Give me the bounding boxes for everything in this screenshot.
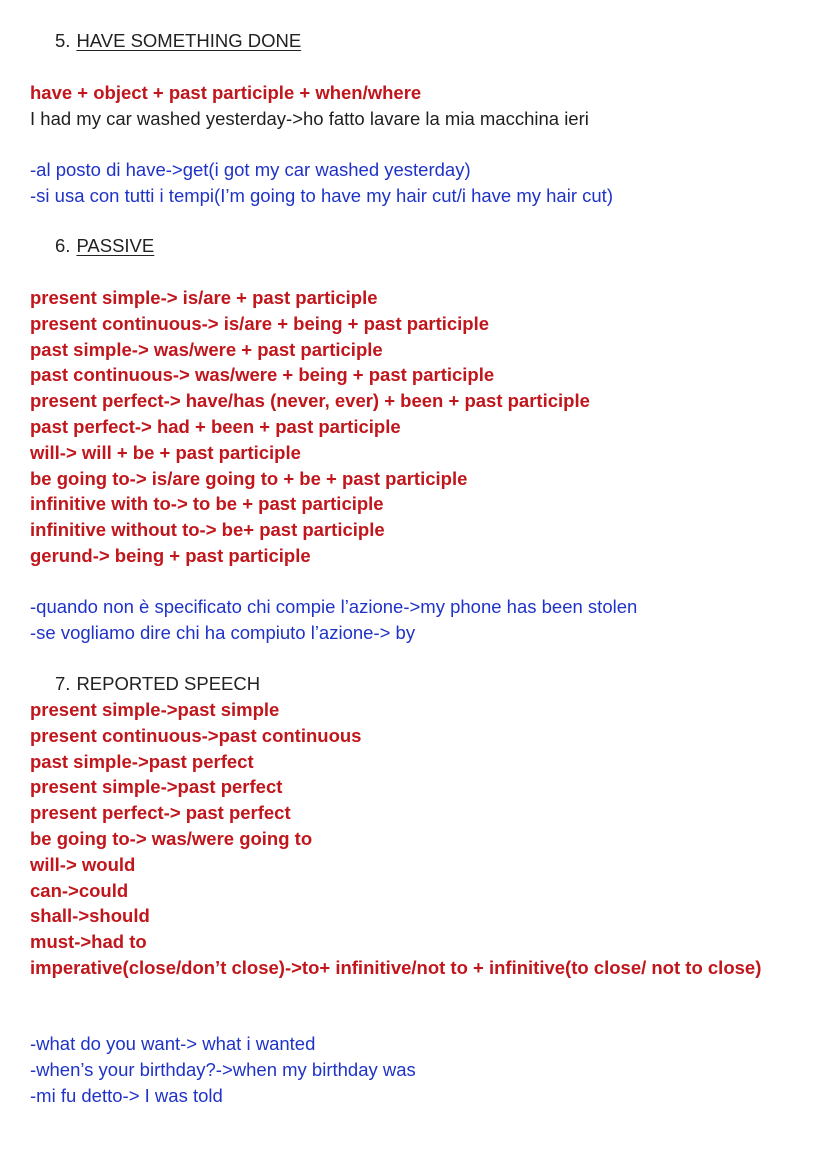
note-line: -se vogliamo dire chi ha compiuto l’azione-> by: [30, 621, 416, 643]
section-title: HAVE SOMETHING DONE: [76, 30, 302, 51]
rule-line: past continuous-> was/were + being + past participle: [30, 364, 495, 386]
section-heading: [30, 28, 790, 54]
section-title: REPORTED SPEECH: [76, 673, 261, 694]
note-line: -mi fu detto-> I was told: [30, 1084, 223, 1106]
rule-line: shall->should: [30, 905, 150, 927]
section-number: 6.: [55, 235, 71, 256]
formula-line: have + object + past participle + when/where: [30, 82, 422, 103]
rule-line: must->had to: [30, 931, 147, 953]
section-number: 5.: [55, 30, 71, 51]
passive-rules-list: [30, 285, 790, 569]
rule-line: present perfect-> have/has (never, ever) + been + past participle: [30, 390, 590, 412]
rule-line: infinitive without to-> be+ past participle: [30, 519, 385, 541]
note-line: -si usa con tutti i tempi(I’m going to have my hair cut/i have my hair cut): [30, 184, 613, 206]
rule-line: present simple->past simple: [30, 699, 280, 720]
section5-body: [30, 80, 790, 132]
section6-notes: [30, 594, 790, 646]
section-title: PASSIVE: [76, 235, 155, 256]
rule-line: present continuous-> is/are + being + past participle: [30, 312, 490, 334]
rule-line: will-> would: [30, 853, 136, 875]
rule-line: past perfect-> had + been + past participle: [30, 415, 401, 437]
note-line: -quando non è specificato chi compie l’azione->my phone has been stolen: [30, 596, 638, 617]
rule-line: present simple->past perfect: [30, 776, 283, 798]
rule-line: present continuous->past continuous: [30, 724, 362, 746]
rule-line: can->could: [30, 879, 129, 901]
section-heading: [30, 233, 790, 259]
note-line: -when’s your birthday?->when my birthday was: [30, 1058, 416, 1080]
section-number: 7.: [55, 673, 71, 694]
section-passive: [30, 233, 790, 259]
section-reported-speech: [30, 671, 790, 697]
section7-notes: [30, 1031, 790, 1108]
rule-line: gerund-> being + past participle: [30, 544, 311, 566]
rule-line: be going to-> was/were going to: [30, 827, 313, 849]
rule-line: past simple-> was/were + past participle: [30, 338, 383, 360]
rule-line: present perfect-> past perfect: [30, 802, 291, 824]
section-have-something-done: [30, 28, 790, 54]
example-line: I had my car washed yesterday->ho fatto lavare la mia macchina ieri: [30, 107, 589, 129]
rule-line: present simple-> is/are + past participle: [30, 287, 378, 308]
imperative-rule: imperative(close/don’t close)->to+ infinitive/not to + infinitive(to close/ not to close): [30, 956, 762, 978]
section5-notes: [30, 157, 790, 209]
rule-line: infinitive with to-> to be + past participle: [30, 493, 384, 515]
reported-speech-rules-list: [30, 697, 790, 981]
note-line: -what do you want-> what i wanted: [30, 1033, 316, 1054]
rule-line: be going to-> is/are going to + be + past participle: [30, 467, 468, 489]
section-heading: [30, 671, 790, 697]
rule-line: will-> will + be + past participle: [30, 441, 301, 463]
rule-line: past simple->past perfect: [30, 750, 254, 772]
note-line: -al posto di have->get(i got my car washed yesterday): [30, 159, 471, 180]
